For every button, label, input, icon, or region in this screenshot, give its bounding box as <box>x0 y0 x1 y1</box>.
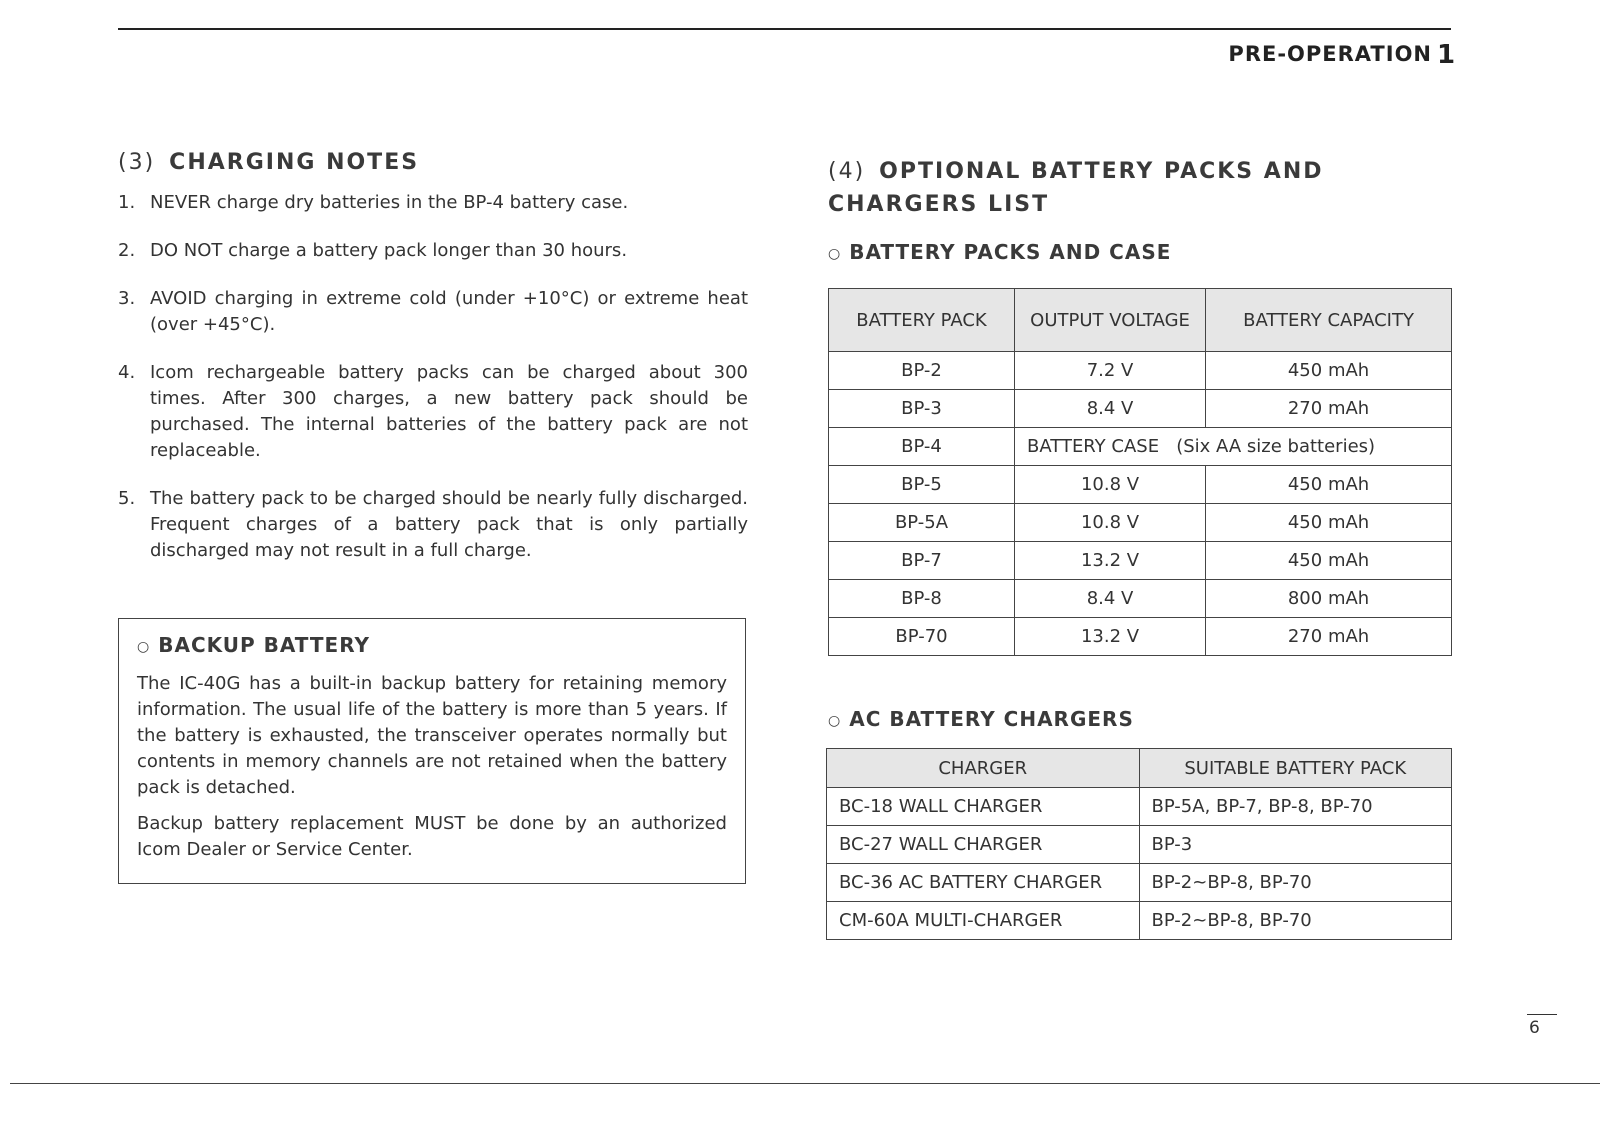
section-title-text: CHARGING NOTES <box>169 150 420 175</box>
table-header-row <box>829 289 1452 352</box>
voltage-cell: 8.4 V <box>1015 390 1206 428</box>
pack-cell: BP-5A <box>829 504 1015 542</box>
backup-battery-heading <box>137 633 727 657</box>
note-text: DO NOT charge a battery pack longer than 30 hours. <box>150 240 628 261</box>
table-header-row <box>827 749 1452 788</box>
suitable-pack-cell: BP-2~BP-8, BP-70 <box>1139 864 1452 902</box>
capacity-cell: 450 mAh <box>1206 504 1452 542</box>
table-row <box>827 788 1452 826</box>
section-number: (3) <box>118 150 156 175</box>
table-row <box>829 542 1452 580</box>
table-row <box>827 864 1452 902</box>
table-row <box>829 466 1452 504</box>
table-row <box>829 580 1452 618</box>
charging-notes-title <box>118 150 419 175</box>
note-number: 2. <box>118 240 136 261</box>
capacity-cell: 800 mAh <box>1206 580 1452 618</box>
note-item <box>118 360 748 464</box>
voltage-cell: 7.2 V <box>1015 352 1206 390</box>
charging-notes-list <box>118 190 748 586</box>
backup-paragraph: The IC-40G has a built-in backup battery for retaining memory information. The usual life of the battery is more than 5 years. If the battery is exhausted, the transceiver operates normally but contents in memory channels are not retained when the battery pack is detached. <box>137 673 727 798</box>
suitable-pack-cell: BP-5A, BP-7, BP-8, BP-70 <box>1139 788 1452 826</box>
pack-cell: BP-7 <box>829 542 1015 580</box>
note-number: 4. <box>118 362 136 383</box>
pack-cell: BP-4 <box>829 428 1015 466</box>
table-row <box>829 428 1452 466</box>
note-number: 5. <box>118 488 136 509</box>
section-number: (4) <box>828 159 866 184</box>
pack-cell: BP-5 <box>829 466 1015 504</box>
table-row <box>829 352 1452 390</box>
column-header: BATTERY CAPACITY <box>1206 289 1452 352</box>
charger-cell: CM-60A MULTI-CHARGER <box>827 902 1140 940</box>
battery-packs-table <box>828 288 1452 656</box>
table-row <box>829 504 1452 542</box>
pack-cell: BP-2 <box>829 352 1015 390</box>
capacity-cell: 450 mAh <box>1206 466 1452 504</box>
suitable-pack-cell: BP-2~BP-8, BP-70 <box>1139 902 1452 940</box>
column-header: SUITABLE BATTERY PACK <box>1139 749 1452 788</box>
note-text: AVOID charging in extreme cold (under +10°C) or extreme heat (over +45°C). <box>150 288 748 335</box>
capacity-cell: 270 mAh <box>1206 390 1452 428</box>
packs-heading-text: BATTERY PACKS AND CASE <box>849 240 1172 264</box>
pack-cell: BP-3 <box>829 390 1015 428</box>
voltage-cell: 10.8 V <box>1015 504 1206 542</box>
running-header: PRE-OPERATION <box>1228 42 1432 66</box>
note-item <box>118 486 748 564</box>
chargers-table <box>826 748 1452 940</box>
note-item <box>118 238 748 264</box>
bullet-icon: ○ <box>828 712 842 729</box>
backup-heading-text: BACKUP BATTERY <box>158 633 370 657</box>
capacity-cell: 450 mAh <box>1206 542 1452 580</box>
note-item <box>118 286 748 338</box>
table-row <box>829 390 1452 428</box>
table-row <box>827 902 1452 940</box>
voltage-cell: 8.4 V <box>1015 580 1206 618</box>
chargers-heading-text: AC BATTERY CHARGERS <box>849 707 1134 731</box>
section-title-text: OPTIONAL BATTERY PACKS AND CHARGERS LIST <box>828 159 1324 217</box>
backup-paragraph: Backup battery replacement MUST be done by an authorized Icom Dealer or Service Center. <box>137 813 727 860</box>
chapter-number: 1 <box>1437 40 1456 70</box>
ac-chargers-heading <box>828 707 1134 731</box>
bullet-icon: ○ <box>828 245 842 262</box>
table-row <box>827 826 1452 864</box>
column-header: BATTERY PACK <box>829 289 1015 352</box>
bottom-rule <box>10 1083 1600 1084</box>
column-header: CHARGER <box>827 749 1140 788</box>
note-text: Icom rechargeable battery packs can be charged about 300 times. After 300 charges, a new battery pack should be purchased. The internal batteries of the battery pack are not replaceable. <box>150 362 748 461</box>
charger-cell: BC-27 WALL CHARGER <box>827 826 1140 864</box>
column-header: OUTPUT VOLTAGE <box>1015 289 1206 352</box>
note-number: 1. <box>118 192 136 213</box>
page-number: 6 <box>1529 1018 1540 1038</box>
bullet-icon: ○ <box>137 638 151 655</box>
capacity-cell: 270 mAh <box>1206 618 1452 656</box>
note-item <box>118 190 748 216</box>
capacity-cell: 450 mAh <box>1206 352 1452 390</box>
voltage-cell: 13.2 V <box>1015 542 1206 580</box>
pack-cell: BP-70 <box>829 618 1015 656</box>
voltage-cell: 10.8 V <box>1015 466 1206 504</box>
note-text: The battery pack to be charged should be nearly fully discharged. Frequent charges of a battery pack that is only partially discharged may not result in a full charge. <box>150 488 748 561</box>
voltage-cell: 13.2 V <box>1015 618 1206 656</box>
charger-cell: BC-36 AC BATTERY CHARGER <box>827 864 1140 902</box>
note-text: NEVER charge dry batteries in the BP-4 battery case. <box>150 192 629 213</box>
page-number-rule <box>1527 1014 1557 1015</box>
top-rule <box>118 28 1451 30</box>
charger-cell: BC-18 WALL CHARGER <box>827 788 1140 826</box>
battery-case-cell: BATTERY CASE (Six AA size batteries) <box>1015 428 1452 466</box>
table-row <box>829 618 1452 656</box>
optional-list-title <box>828 155 1348 221</box>
note-number: 3. <box>118 288 136 309</box>
suitable-pack-cell: BP-3 <box>1139 826 1452 864</box>
backup-battery-box <box>118 618 746 884</box>
pack-cell: BP-8 <box>829 580 1015 618</box>
battery-packs-heading <box>828 240 1171 264</box>
